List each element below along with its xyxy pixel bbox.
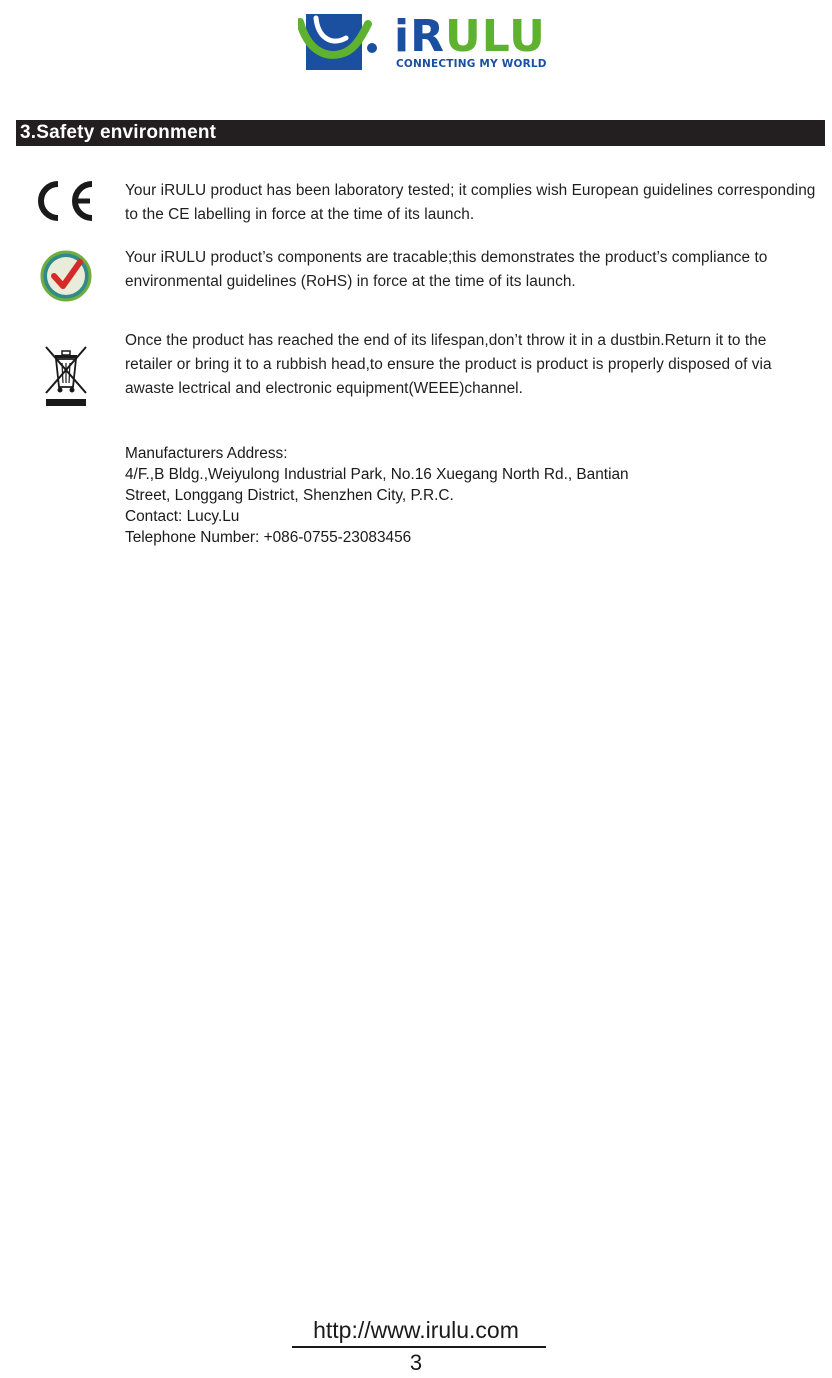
telephone-number: Telephone Number: +086-0755-23083456: [125, 529, 412, 546]
address-heading: Manufacturers Address:: [125, 445, 288, 462]
manufacturer-address: [125, 443, 817, 548]
ce-compliance-text: Your iRULU product has been laboratory tested; it complies wish European guidelines corresponding to the CE labelling in force at the time of its launch.: [125, 182, 816, 223]
rohs-compliance-icon: [40, 250, 92, 302]
ce-mark-icon: [30, 178, 98, 224]
website-url[interactable]: http://www.irulu.com: [313, 1317, 519, 1343]
footer-divider: [292, 1346, 546, 1348]
address-line-1: 4/F.,B Bldg.,Weiyulong Industrial Park, No.16 Xuegang North Rd., Bantian: [125, 466, 629, 483]
page-number: 3: [409, 1350, 423, 1375]
section-header-bar: [16, 120, 825, 146]
brand-wordmark: iRULU: [394, 11, 546, 62]
weee-crossed-bin-icon: [40, 343, 92, 409]
brand-tagline: CONNECTING MY WORLD: [396, 58, 547, 70]
contact-name: Contact: Lucy.Lu: [125, 508, 240, 525]
weee-disposal-text: Once the product has reached the end of its lifespan,don’t throw it in a dustbin.Return it to the retailer or bring it to a rubbish head,to ensure the product is product is properly disposed of via awaste lectrical and electronic equipment(WEEE)channel.: [125, 332, 772, 397]
address-line-2: Street, Longgang District, Shenzhen City, P.R.C.: [125, 487, 454, 504]
section-title: 3.Safety environment: [20, 122, 217, 143]
rohs-compliance-text: Your iRULU product’s components are tracable;this demonstrates the product’s compliance to environmental guidelines (RoHS) in force at the time of its launch.: [125, 249, 768, 290]
brand-logo: [298, 12, 558, 74]
irulu-logo-icon: [298, 12, 390, 72]
